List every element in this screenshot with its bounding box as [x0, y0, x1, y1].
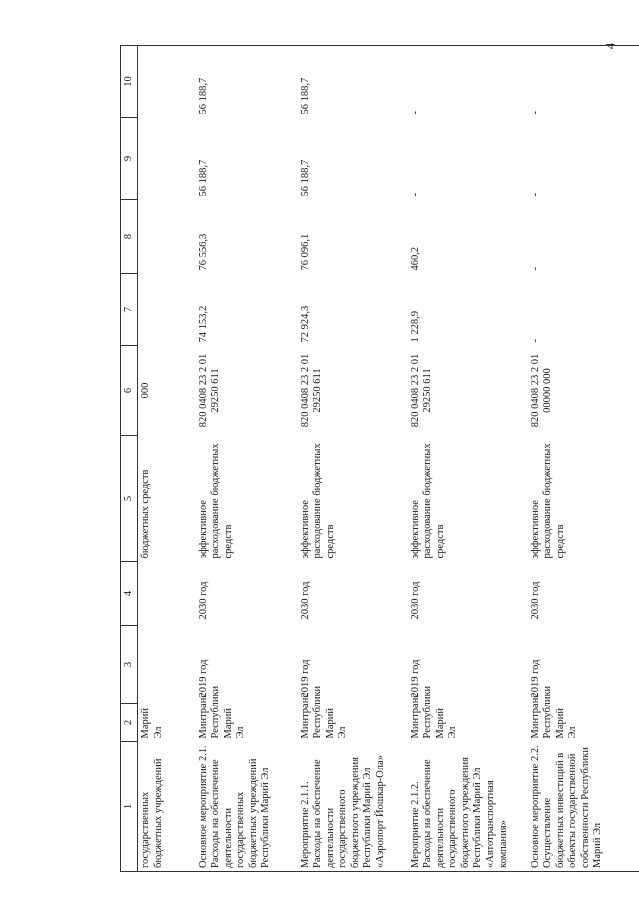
amount-cell: 72 924,3	[299, 305, 311, 343]
amount-cell: -	[529, 339, 541, 343]
end-year-cell: 2030 год	[299, 581, 311, 620]
table-row	[196, 46, 298, 872]
budget-code-cell: 820 0408 23 2 01 29250 611	[197, 353, 222, 428]
executor-cell: Минтранс Республики Марий Эл	[409, 685, 459, 739]
rotated-table-container	[120, 46, 639, 872]
budget-table	[120, 42, 639, 872]
budget-code-cell: 820 0408 23 2 01 29250 611	[409, 353, 434, 428]
expected-result-cell: бюджетных средств	[140, 469, 151, 559]
event-name-cell: Мероприятие 2.1.1. Расходы на обеспечение деятельности государственного бюджетного учреждения Республики Марий Эл «Аэропорт Йошкар-Ола»	[298, 742, 408, 872]
start-year-cell: 2019 год	[529, 659, 541, 698]
header-cell: 3	[121, 626, 138, 704]
header-cell: 5	[121, 436, 138, 562]
end-year-cell: 2030 год	[197, 581, 209, 620]
amount-cell: 76 556,3	[197, 233, 209, 271]
expected-result-cell: эффективное расходование бюджетных средств	[409, 443, 446, 559]
end-year-cell	[138, 562, 196, 626]
end-year-cell: 2030 год	[409, 581, 421, 620]
table-row	[298, 46, 408, 872]
expected-result-cell: эффективное расходование бюджетных средств	[299, 443, 336, 559]
start-year-cell	[138, 626, 196, 704]
event-name-cell: Мероприятие 2.1.2. Расходы на обеспечение деятельности государственного бюджетного учреждения Республики Марий Эл «Автотранспортная компания»	[408, 742, 528, 872]
table-row	[138, 46, 196, 872]
amount-cell: -	[408, 46, 528, 118]
event-name-cell: государственных бюджетных учреждений	[138, 742, 196, 872]
amount-cell: 56 188,7	[196, 46, 298, 118]
expected-result-cell: эффективное расходование бюджетных средств	[197, 443, 234, 559]
table-row	[528, 46, 639, 872]
amount-cell: 74 153,2	[197, 305, 209, 343]
budget-code-cell: 820 0408 23 2 01 29250 611	[299, 353, 324, 428]
header-cell: 10	[121, 46, 138, 118]
table-row	[408, 46, 528, 872]
amount-cell: -	[529, 193, 541, 197]
budget-code-cell: 820 0408 23 2 01 00000 000	[529, 353, 554, 428]
executor-cell: Марий Эл	[140, 708, 164, 739]
executor-cell: Минтранс Республики Марий Эл	[197, 685, 247, 739]
header-cell: 1	[121, 742, 138, 872]
header-cell: 2	[121, 704, 138, 742]
event-name-cell: Основное мероприятие 2.2. Осуществление бюджетных инвестиций в объекты государственной собственности Республики Марий Эл	[528, 742, 639, 872]
end-year-cell: 2030 год	[529, 581, 541, 620]
start-year-cell: 2019 год	[409, 659, 421, 698]
amount-cell: 56 188,7	[299, 159, 311, 197]
header-cell: 6	[121, 346, 138, 436]
event-name-cell: Основное мероприятие 2.1. Расходы на обеспечение деятельности государственных бюджетных учреждений Республики Марий Эл	[196, 742, 298, 872]
start-year-cell: 2019 год	[299, 659, 311, 698]
amount-cell: 460,2	[409, 246, 421, 271]
amount-cell: 56 188,7	[197, 159, 209, 197]
amount-cell	[138, 118, 196, 200]
start-year-cell: 2019 год	[197, 659, 209, 698]
amount-cell: -	[409, 193, 421, 197]
header-cell: 7	[121, 274, 138, 346]
amount-cell	[138, 200, 196, 274]
budget-code-cell: 000	[140, 382, 151, 399]
amount-cell: 76 096,1	[299, 233, 311, 271]
amount-cell: -	[529, 267, 541, 271]
amount-cell: 56 188,7	[298, 46, 408, 118]
page-number: 4	[601, 42, 617, 50]
expected-result-cell: эффективное расходование бюджетных средств	[529, 443, 566, 559]
amount-cell: 1 228,9	[409, 311, 421, 343]
amount-cell	[138, 46, 196, 118]
header-row	[121, 46, 138, 872]
header-cell: 8	[121, 200, 138, 274]
amount-cell	[138, 274, 196, 346]
amount-cell: -	[528, 46, 639, 118]
header-cell: 4	[121, 562, 138, 626]
executor-cell: Минтранс Республики Марий Эл	[299, 685, 349, 739]
executor-cell: Минтранс Республики Марий Эл	[529, 685, 579, 739]
header-cell: 9	[121, 118, 138, 200]
